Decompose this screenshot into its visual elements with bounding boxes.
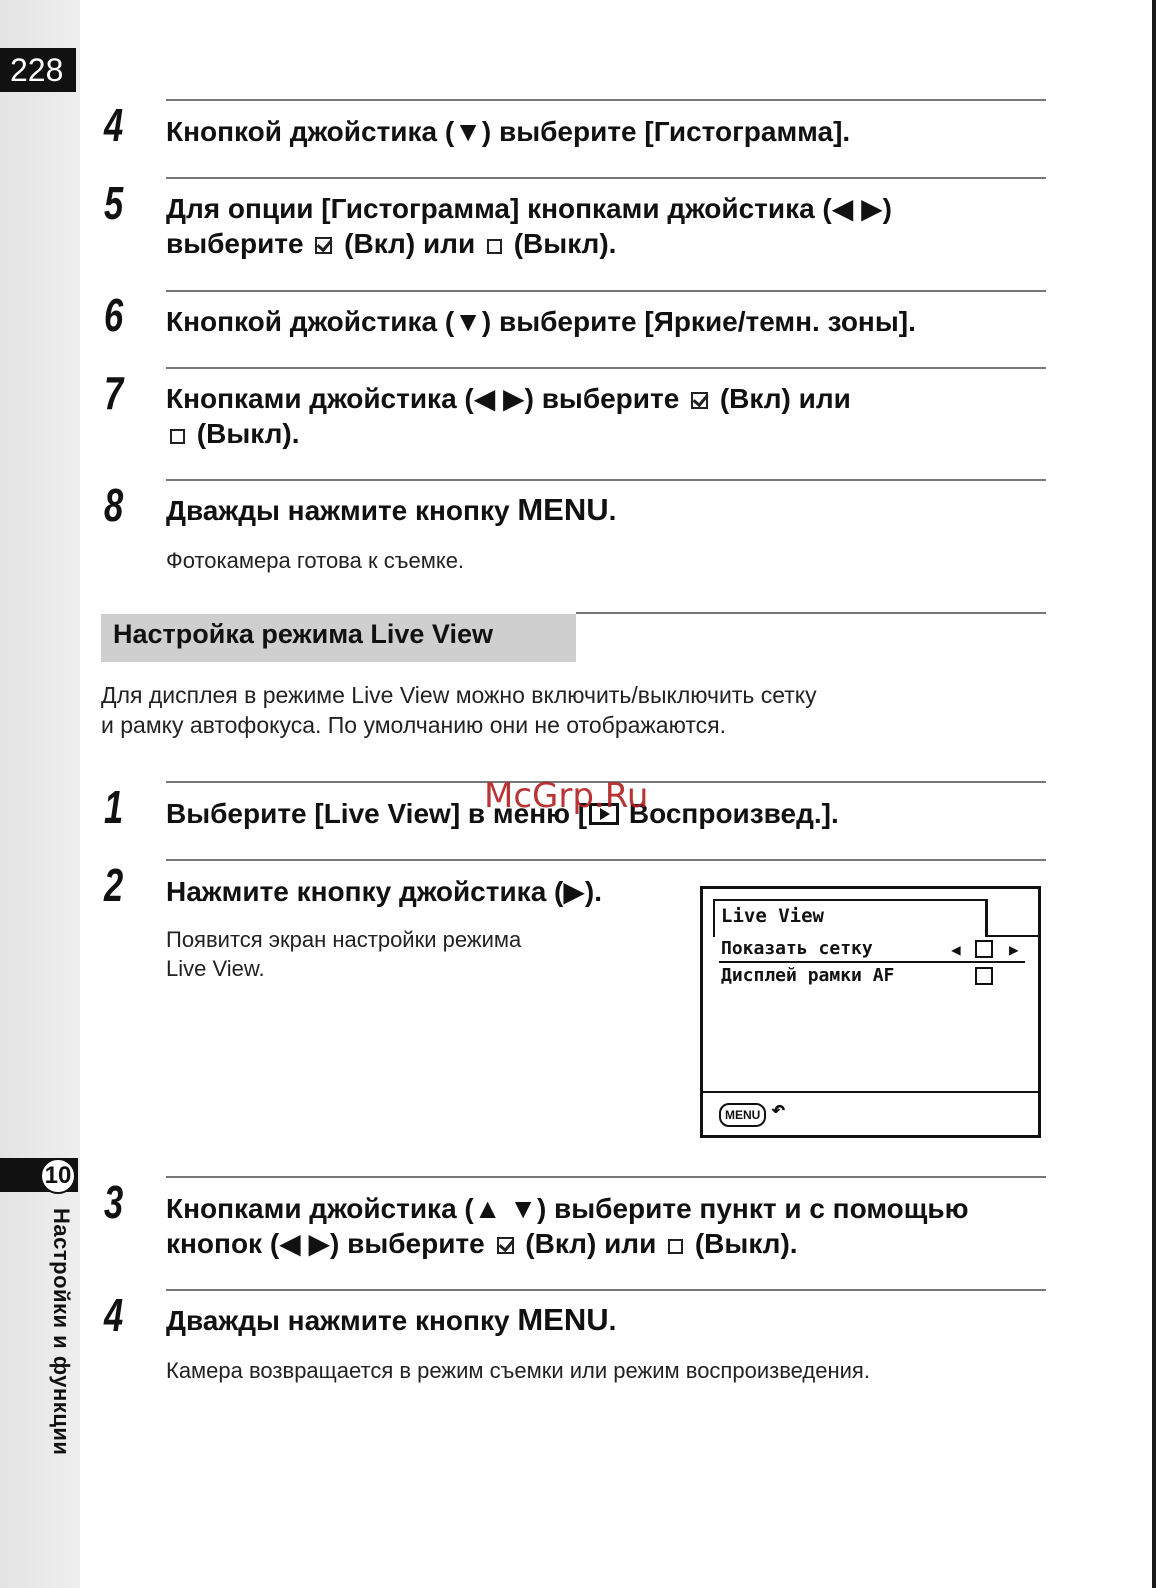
step-text <box>166 191 1046 261</box>
section-intro <box>101 680 1046 740</box>
divider <box>166 177 1046 179</box>
step-number: 4 <box>104 1289 124 1341</box>
screen-tab-line <box>988 935 1040 937</box>
step-number: 4 <box>104 99 124 151</box>
chapter-number: 10 <box>40 1158 76 1194</box>
step-number: 1 <box>104 781 124 833</box>
divider <box>166 859 1046 861</box>
screen-title: Live View <box>721 905 824 927</box>
step-note: Камера возвращается в режим съемки или режим воспроизведения. <box>166 1358 870 1383</box>
step-text-part: Воспроизвед.]. <box>621 798 839 829</box>
step-text-part: Выберите [Live View] в меню [ <box>166 798 588 829</box>
step-text: Кнопкой джойстика (▼) выберите [Яркие/темн. зоны]. <box>166 306 916 337</box>
step-text: Кнопкой джойстика (▼) выберите [Гистограмма]. <box>166 116 851 147</box>
step-text-part: Кнопками джойстика (◀ ▶) выберите <box>166 383 680 414</box>
back-arrow-icon: ↶ <box>771 1095 786 1123</box>
intro-line: Для дисплея в режиме Live View можно включить/выключить сетку <box>101 682 817 708</box>
menu-button-icon: MENU <box>719 1103 766 1127</box>
step-text <box>166 1191 1046 1261</box>
checkbox-on-icon <box>315 237 332 254</box>
page-edge <box>1152 0 1156 1588</box>
step-text-part: выберите <box>166 228 304 259</box>
step-number: 7 <box>104 367 124 419</box>
divider <box>166 1176 1046 1178</box>
checkbox-off-icon <box>487 239 502 254</box>
live-view-screen <box>700 886 1041 1138</box>
checkbox-off-icon <box>975 967 993 985</box>
step-text-line: Кнопками джойстика (▲ ▼) выберите пункт и с помощью <box>166 1193 969 1224</box>
intro-line: и рамку автофокуса. По умолчанию они не отображаются. <box>101 712 726 738</box>
step-note <box>166 925 521 983</box>
chapter-title: Настройки и функции <box>49 1208 74 1456</box>
step-number: 2 <box>104 859 124 911</box>
note-line: Появится экран настройки режима <box>166 927 522 952</box>
watermark: McGrp.Ru <box>484 776 649 816</box>
divider <box>166 367 1046 369</box>
step-number: 3 <box>104 1176 124 1228</box>
checkbox-off-icon <box>170 429 185 444</box>
step-text-part: (Вкл) или <box>719 383 851 414</box>
step-text-part: (Выкл). <box>513 228 617 259</box>
step-text <box>166 1302 1046 1338</box>
step-text-part: (Вкл) или <box>344 228 476 259</box>
step-text-part: Дважды нажмите кнопку <box>166 495 518 526</box>
section-heading: Настройка режима Live View <box>113 619 493 649</box>
section-divider <box>576 612 1046 614</box>
note-line: Live View. <box>166 956 265 981</box>
menu-item-show-grid: Показать сетку <box>721 938 873 959</box>
step-text-part: (Выкл). <box>196 418 300 449</box>
divider <box>166 99 1046 101</box>
arrow-left-icon: ◀ <box>951 940 961 959</box>
divider <box>166 479 1046 481</box>
step-text-part: (Вкл) или <box>525 1228 657 1259</box>
divider <box>166 290 1046 292</box>
step-text <box>166 492 1046 528</box>
menu-item-af-frame: Дисплей рамки AF <box>721 965 895 986</box>
step-text-part: Дважды нажмите кнопку <box>166 1305 518 1336</box>
step-note: Фотокамера готова к съемке. <box>166 548 465 573</box>
arrow-right-icon: ▶ <box>1009 940 1019 959</box>
step-number: 8 <box>104 479 124 531</box>
step-text-part: . <box>608 495 617 526</box>
checkbox-off-icon <box>975 940 993 958</box>
screen-footer-line <box>703 1091 1038 1093</box>
step-text: Нажмите кнопку джойстика (▶). <box>166 876 603 907</box>
divider <box>166 1289 1046 1291</box>
step-text-part: кнопок (◀ ▶) выберите <box>166 1228 485 1259</box>
checkbox-off-icon <box>668 1239 683 1254</box>
page-number: 228 <box>0 48 76 92</box>
step-number: 5 <box>104 177 124 229</box>
step-text-part: (Выкл). <box>694 1228 798 1259</box>
checkbox-on-icon <box>497 1237 514 1254</box>
selection-underline <box>719 961 1025 963</box>
step-text-part: . <box>608 1305 617 1336</box>
step-text-line: Для опции [Гистограмма] кнопками джойстика (◀ ▶) <box>166 193 892 224</box>
checkbox-on-icon <box>691 392 708 409</box>
step-number: 6 <box>104 289 124 341</box>
menu-key-label: MENU <box>517 1302 609 1337</box>
step-text <box>166 381 1046 451</box>
menu-key-label: MENU <box>517 492 609 527</box>
